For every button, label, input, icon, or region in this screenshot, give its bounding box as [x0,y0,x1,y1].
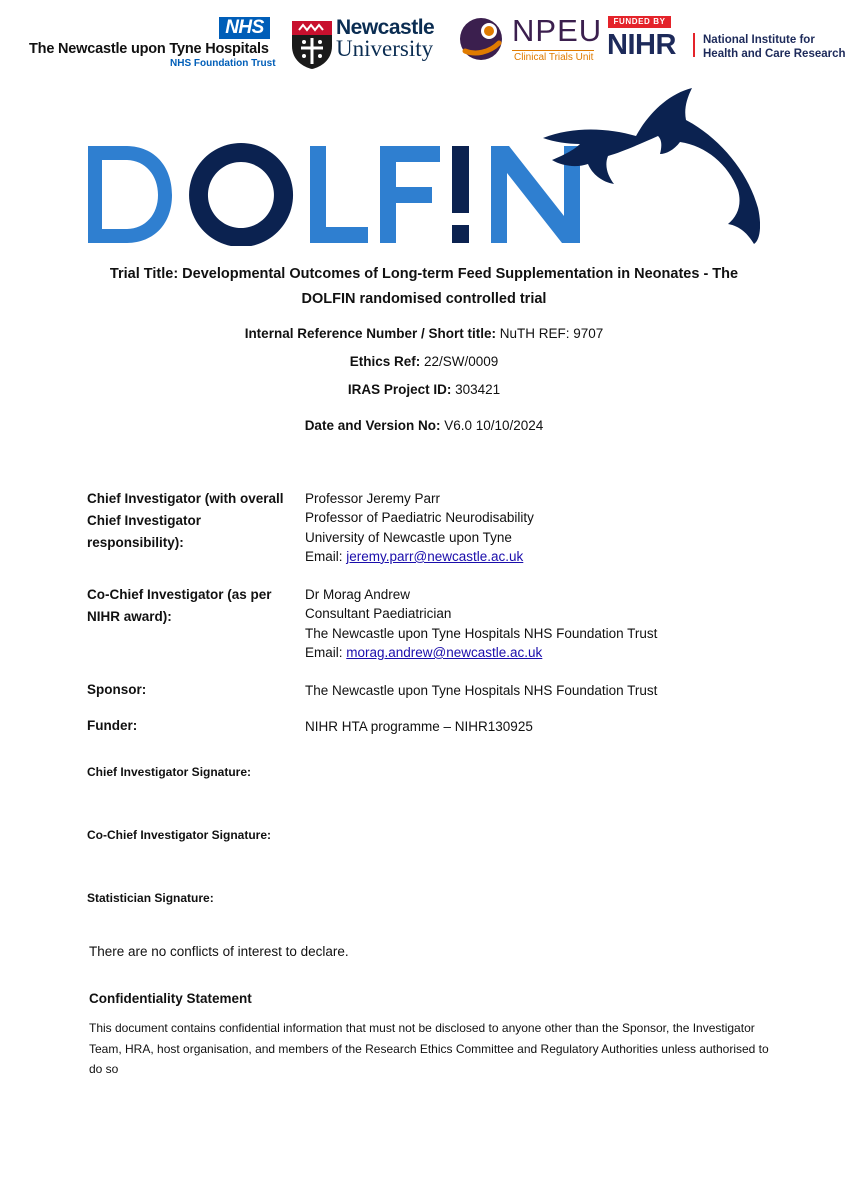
trial-title [60,262,788,312]
ci-name: Professor Jeremy Parr [305,491,441,506]
nihr-line-1: National Institute for [703,34,815,46]
coci-signature-label: Co-Chief Investigator Signature: [87,828,272,842]
co-chief-investigator-label: Co-Chief Investigator (as per NIHR award): [87,587,272,624]
statistician-signature-label: Statistician Signature: [87,891,214,905]
date-version-label: Date and Version No: [304,418,441,433]
logo-bar [0,0,848,80]
ethics-ref-value: 22/SW/0009 [420,354,499,369]
newcastle-name: Newcastle [336,16,435,39]
confidentiality-heading: Confidentiality Statement [89,991,252,1006]
dolfin-banner [88,86,760,246]
ci-role: Professor of Paediatric Neurodisability [305,510,534,526]
date-version [0,417,848,435]
ci-organisation: University of Newcastle upon Tyne [305,529,512,545]
npeu-mark-icon [459,15,507,63]
co-chief-investigator-details [305,585,785,662]
internal-ref-value: NuTH REF: 9707 [496,326,604,341]
coci-email-row [305,643,785,662]
ci-email-row [305,547,785,566]
ci-signature-label: Chief Investigator Signature: [87,765,252,779]
nhs-logo: NHS [219,17,270,39]
nuth-name: The Newcastle upon Tyne Hospitals [29,41,269,57]
iras-value: 303421 [451,382,501,397]
nihr-line-2: Health and Care Research [703,48,846,60]
trial-title-line-1: Trial Title: Developmental Outcomes of Long-term Feed Supplementation in Neonates - The [109,266,739,282]
newcastle-shield-icon [291,20,333,70]
iras-label: IRAS Project ID: [347,382,452,397]
funder-value: NIHR HTA programme – NIHR130925 [305,719,533,734]
dolfin-wordmark-logo [88,86,760,246]
funder-label: Funder: [87,718,138,733]
confidentiality-text: This document contains confidential information that must not be disclosed to anyone other than the Sponsor, the Investigator Team, HRA, host organisation, and members of the Research Ethics Committee and Regulatory Authorities unless authorised to do so [89,1021,769,1076]
npeu-divider [512,50,594,51]
ci-email-link[interactable]: jeremy.parr@newcastle.ac.uk [346,548,524,564]
chief-investigator-label: Chief Investigator (with overall Chief Investigator responsibility): [87,491,284,550]
npeu-name: NPEU [512,13,603,48]
internal-reference [0,325,848,343]
trial-title-line-2: DOLFIN randomised controlled trial [301,291,547,307]
ethics-ref-label: Ethics Ref: [349,354,421,369]
internal-ref-label: Internal Reference Number / Short title: [244,326,496,341]
nihr-logo: NIHR [607,29,676,61]
sponsor-label: Sponsor: [87,682,147,697]
coci-email-label: Email: [305,644,347,660]
nihr-divider [693,33,695,57]
npeu-subtitle: Clinical Trials Unit [514,52,594,63]
nuth-subtitle: NHS Foundation Trust [170,58,276,69]
conflicts-statement: There are no conflicts of interest to declare. [89,944,349,959]
funded-by-badge: FUNDED BY [608,16,671,28]
iras-project-id [0,381,848,399]
nihr-fullname [703,33,846,61]
coci-organisation: The Newcastle upon Tyne Hospitals NHS Foundation Trust [305,625,658,641]
date-version-value: V6.0 10/10/2024 [440,418,544,433]
chief-investigator-details [305,489,785,566]
ci-email-label: Email: [305,548,347,564]
coci-role: Consultant Paediatrician [305,606,452,622]
coci-name: Dr Morag Andrew [305,587,411,602]
sponsor-value: The Newcastle upon Tyne Hospitals NHS Foundation Trust [305,683,658,698]
ethics-reference [0,353,848,371]
newcastle-university: University [336,36,434,61]
coci-email-link[interactable]: morag.andrew@newcastle.ac.uk [346,644,543,660]
